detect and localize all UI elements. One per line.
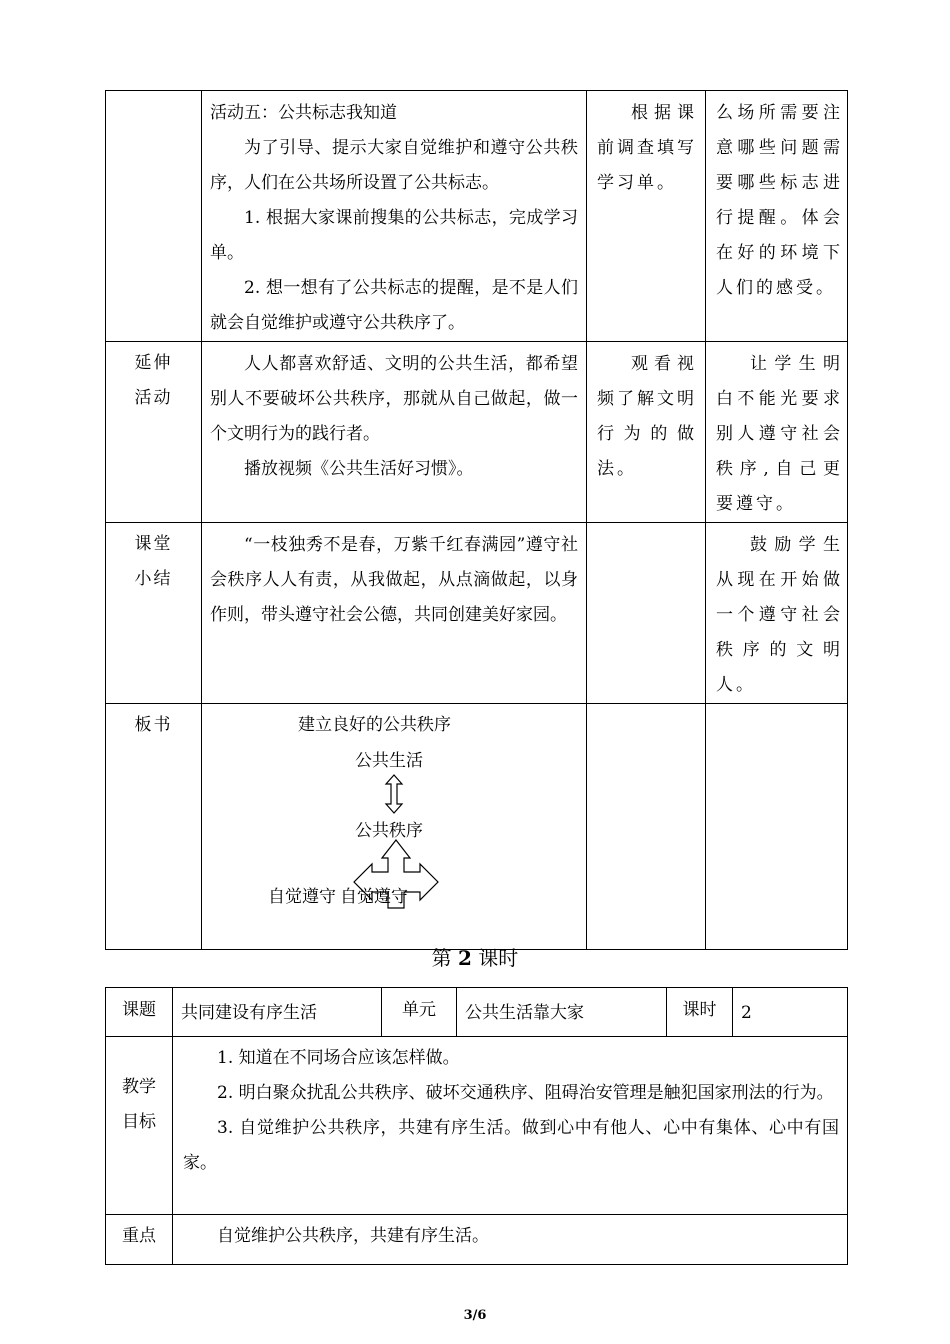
student-activity-cell xyxy=(587,523,706,704)
unit-label: 单元 xyxy=(382,988,457,1037)
key-point-cell xyxy=(173,1215,848,1265)
activity-paragraph: “一枝独秀不是春，万紫千红春满园”遵守社会秩序人人有责，从我做起，从点滴做起，以身作则，带头遵守社会公德，共同创建美好家园。 xyxy=(210,535,578,625)
category-cell xyxy=(106,523,202,704)
table-row-key-point xyxy=(106,1215,848,1265)
board-public-order: 公共秩序 xyxy=(355,821,423,841)
activity-paragraph: 1. 根据大家课前搜集的公共标志，完成学习单。 xyxy=(210,208,578,263)
category-label: 延伸 xyxy=(134,353,173,373)
design-intent-text: 鼓励学生从现在开始做一个遵守社会秩序的文明人。 xyxy=(716,535,843,695)
student-activity-cell xyxy=(587,91,706,342)
topic-value: 共同建设有序生活 xyxy=(173,988,382,1037)
category-cell xyxy=(106,704,202,950)
key-point-label: 重点 xyxy=(106,1215,173,1265)
goals-cell xyxy=(173,1037,848,1215)
lesson-heading xyxy=(0,943,950,973)
category-label: 板书 xyxy=(134,715,173,735)
lesson-heading-prefix: 第 xyxy=(431,946,459,970)
activity-title: 活动五：公共标志我知道 xyxy=(210,103,397,123)
table-row-activity-five xyxy=(106,91,848,342)
student-activity-cell xyxy=(587,342,706,523)
lesson-number: 2 xyxy=(458,946,472,970)
design-intent-cell xyxy=(706,91,848,342)
table-row-goals xyxy=(106,1037,848,1215)
hours-label: 课时 xyxy=(667,988,733,1037)
activity-cell xyxy=(202,523,587,704)
student-activity-cell-empty xyxy=(587,704,706,950)
key-point-text: 自觉维护公共秩序，共建有序生活。 xyxy=(217,1226,489,1246)
blackboard-diagram xyxy=(202,704,586,949)
goal-item: 2. 明白聚众扰乱公共秩序、破坏交通秩序、阻碍治安管理是触犯国家刑法的行为。 xyxy=(217,1083,834,1103)
design-intent-cell xyxy=(706,342,848,523)
category-cell-empty xyxy=(106,91,202,342)
board-public-life: 公共生活 xyxy=(355,751,423,771)
table-row-blackboard xyxy=(106,704,848,950)
topic-label: 课题 xyxy=(106,988,173,1037)
hours-value: 2 xyxy=(733,988,848,1037)
lesson-heading-suffix: 课时 xyxy=(471,946,519,970)
design-intent-cell-empty xyxy=(706,704,848,950)
lesson-plan-table-2 xyxy=(105,987,848,1265)
design-intent-text: 么场所需要注意哪些问题需要哪些标志进行提醒。体会在好的环境下人们的感受。 xyxy=(716,103,843,298)
table-row-topic xyxy=(106,988,848,1037)
table-row-summary xyxy=(106,523,848,704)
table-row-extension xyxy=(106,342,848,523)
activity-cell xyxy=(202,91,587,342)
unit-value: 公共生活靠大家 xyxy=(457,988,667,1037)
activity-paragraph: 为了引导、提示大家自觉维护和遵守公共秩序，人们在公共场所设置了公共标志。 xyxy=(210,138,578,193)
design-intent-text: 让学生明白不能光要求别人遵守社会秩序,自己更要遵守。 xyxy=(716,354,843,514)
goals-label-line: 目标 xyxy=(122,1112,156,1132)
goals-label-line: 教学 xyxy=(122,1077,156,1097)
goal-item: 1. 知道在不同场合应该怎样做。 xyxy=(217,1048,460,1068)
activity-paragraph: 2. 想一想有了公共标志的提醒，是不是人们就会自觉维护或遵守公共秩序了。 xyxy=(210,278,578,333)
category-label: 小结 xyxy=(134,569,173,589)
activity-cell xyxy=(202,342,587,523)
board-self-obey-left: 自觉遵守 xyxy=(268,887,336,907)
student-activity-text: 根据课前调查填写学习单。 xyxy=(597,103,697,193)
double-arrow-icon xyxy=(383,774,405,814)
lesson-plan-table-1 xyxy=(105,90,848,950)
blackboard-cell xyxy=(202,704,587,950)
page-number: 3/6 xyxy=(463,1308,487,1323)
goal-item: 3. 自觉维护公共秩序，共建有序生活。做到心中有他人、心中有集体、心中有国家。 xyxy=(183,1118,839,1173)
design-intent-cell xyxy=(706,523,848,704)
board-title: 建立良好的公共秩序 xyxy=(298,715,451,735)
category-label: 活动 xyxy=(134,388,173,408)
category-cell xyxy=(106,342,202,523)
activity-paragraph: 人人都喜欢舒适、文明的公共生活，都希望别人不要破坏公共秩序，那就从自己做起，做一个文明行为的践行者。 xyxy=(210,354,578,444)
student-activity-text: 观看视频了解文明行为的做法。 xyxy=(597,354,697,479)
activity-paragraph: 播放视频《公共生活好习惯》。 xyxy=(244,459,474,479)
board-self-obey-right: 自觉遵守 xyxy=(340,887,408,907)
category-label: 课堂 xyxy=(134,534,173,554)
goals-label xyxy=(106,1037,173,1215)
